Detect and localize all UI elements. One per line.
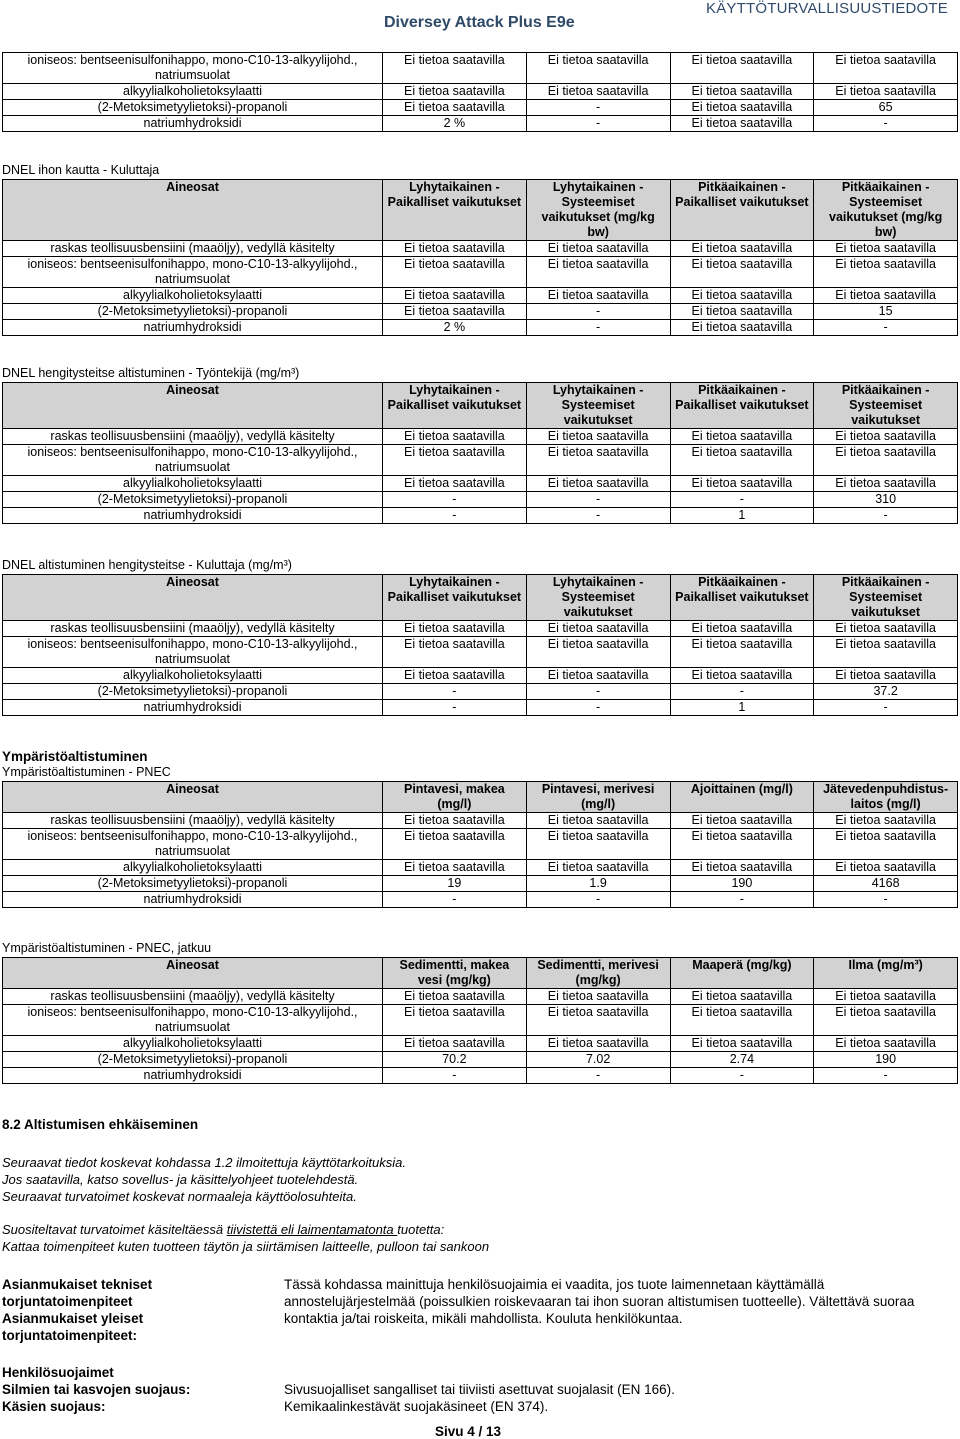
column-header: Ajoittainen (mg/l) xyxy=(670,782,814,813)
cell-value: Ei tietoa saatavilla xyxy=(383,860,527,876)
table-row xyxy=(3,668,958,684)
substance-name: natriumhydroksidi xyxy=(3,116,383,132)
table-row xyxy=(3,876,958,892)
cell-value: 2 % xyxy=(383,116,527,132)
cell-value: 190 xyxy=(670,876,814,892)
hand-protection-text: Kemikaalinkestävät suojakäsineet (EN 374). xyxy=(284,1399,549,1414)
cell-value: - xyxy=(670,492,814,508)
table-row xyxy=(3,684,958,700)
note-line: Jos saatavilla, katso sovellus- ja käsittelyohjeet tuotelehdestä. xyxy=(2,1172,359,1187)
dnel-inhalation-worker-label: DNEL hengitysteitse altistuminen - Työntekijä (mg/m³) xyxy=(2,366,300,380)
cell-value: - xyxy=(526,684,670,700)
cell-value: Ei tietoa saatavilla xyxy=(383,304,527,320)
technical-controls-text: Tässä kohdassa mainittuja henkilösuojaimia ei vaadita, jos tuote laimennetaan käyttämällä annostelujärjestelmää (poissulkien roiskevaaran tai ihon suoran altistumisen tuotteelle). Vältettävä suoraa kontaktia ja/tai roiskeita, mikäli mahdollista. Kouluta henkilökuntaa. xyxy=(284,1277,915,1326)
cell-value: Ei tietoa saatavilla xyxy=(814,621,958,637)
cell-value: Ei tietoa saatavilla xyxy=(383,637,527,668)
page-header xyxy=(0,0,960,38)
page-number: Sivu 4 / 13 xyxy=(435,1424,502,1439)
recommendation-line-2: Kattaa toimenpiteet kuten tuotteen täytön ja siirtämisen laitteelle, pulloon tai sankoon xyxy=(2,1239,490,1254)
cell-value: 37.2 xyxy=(814,684,958,700)
cell-value: Ei tietoa saatavilla xyxy=(814,476,958,492)
dnel-skin-consumer-table xyxy=(2,179,958,336)
cell-value: 1 xyxy=(670,700,814,716)
cell-value: Ei tietoa saatavilla xyxy=(814,429,958,445)
column-header: Pitkäaikainen - Paikalliset vaikutukset xyxy=(670,575,814,621)
substance-name: natriumhydroksidi xyxy=(3,320,383,336)
cell-value: 70.2 xyxy=(383,1052,527,1068)
column-header-component: Aineosat xyxy=(3,958,383,989)
cell-value: 2.74 xyxy=(670,1052,814,1068)
column-header: Lyhytaikainen - Systeemiset vaikutukset (mg/kg bw) xyxy=(526,180,670,241)
cell-value: Ei tietoa saatavilla xyxy=(526,84,670,100)
cell-value: - xyxy=(383,492,527,508)
cell-value: - xyxy=(526,508,670,524)
cell-value: Ei tietoa saatavilla xyxy=(670,320,814,336)
note-line: Seuraavat tiedot koskevat kohdassa 1.2 ilmoitettuja käyttötarkoituksia. xyxy=(2,1155,406,1170)
cell-value: 1 xyxy=(670,508,814,524)
cell-value: Ei tietoa saatavilla xyxy=(383,813,527,829)
column-header-component: Aineosat xyxy=(3,575,383,621)
substance-name: ioniseos: bentseenisulfonihappo, mono-C10-13-alkyylijohd., natriumsuolat xyxy=(3,637,383,668)
table-row xyxy=(3,813,958,829)
cell-value: Ei tietoa saatavilla xyxy=(670,829,814,860)
cell-value: Ei tietoa saatavilla xyxy=(383,621,527,637)
column-header: Pintavesi, makea (mg/l) xyxy=(383,782,527,813)
substance-name: ioniseos: bentseenisulfonihappo, mono-C10-13-alkyylijohd., natriumsuolat xyxy=(3,1005,383,1036)
cell-value: Ei tietoa saatavilla xyxy=(526,241,670,257)
hand-protection-label: Käsien suojaus: xyxy=(2,1399,106,1414)
substance-name: alkyylialkoholietoksylaatti xyxy=(3,476,383,492)
substance-name: alkyylialkoholietoksylaatti xyxy=(3,860,383,876)
cell-value: 15 xyxy=(814,304,958,320)
cell-value: 1.9 xyxy=(526,876,670,892)
cell-value: - xyxy=(526,1068,670,1084)
column-header: Lyhytaikainen - Systeemiset vaikutukset xyxy=(526,383,670,429)
column-header: Lyhytaikainen - Paikalliset vaikutukset xyxy=(383,383,527,429)
substance-name: ioniseos: bentseenisulfonihappo, mono-C10-13-alkyylijohd., natriumsuolat xyxy=(3,829,383,860)
table-row xyxy=(3,829,958,860)
cell-value: Ei tietoa saatavilla xyxy=(670,1005,814,1036)
table-row xyxy=(3,989,958,1005)
substance-name: raskas teollisuusbensiini (maaöljy), vedyllä käsitelty xyxy=(3,813,383,829)
table-row xyxy=(3,288,958,304)
dnel-inhalation-worker-table xyxy=(2,382,958,524)
cell-value: Ei tietoa saatavilla xyxy=(814,288,958,304)
substance-name: (2-Metoksimetyylietoksi)-propanoli xyxy=(3,1052,383,1068)
cell-value: Ei tietoa saatavilla xyxy=(526,989,670,1005)
cell-value: Ei tietoa saatavilla xyxy=(814,84,958,100)
column-header: Lyhytaikainen - Paikalliset vaikutukset xyxy=(383,180,527,241)
substance-name: ioniseos: bentseenisulfonihappo, mono-C10-13-alkyylijohd., natriumsuolat xyxy=(3,257,383,288)
cell-value: 7.02 xyxy=(526,1052,670,1068)
cell-value: Ei tietoa saatavilla xyxy=(383,989,527,1005)
cell-value: Ei tietoa saatavilla xyxy=(526,637,670,668)
table-row xyxy=(3,100,958,116)
substance-name: natriumhydroksidi xyxy=(3,892,383,908)
cell-value: Ei tietoa saatavilla xyxy=(526,429,670,445)
column-header: Pitkäaikainen - Paikalliset vaikutukset xyxy=(670,180,814,241)
table-row xyxy=(3,241,958,257)
column-header-component: Aineosat xyxy=(3,782,383,813)
table-row xyxy=(3,320,958,336)
substance-name: raskas teollisuusbensiini (maaöljy), vedyllä käsitelty xyxy=(3,241,383,257)
cell-value: Ei tietoa saatavilla xyxy=(670,668,814,684)
cell-value: - xyxy=(814,508,958,524)
cell-value: Ei tietoa saatavilla xyxy=(670,53,814,84)
table-row xyxy=(3,116,958,132)
cell-value: - xyxy=(814,1068,958,1084)
cell-value: Ei tietoa saatavilla xyxy=(383,668,527,684)
technical-controls-label: Asianmukaiset tekniset torjuntatoimenpiteet Asianmukaiset yleiset torjuntatoimenpiteet: xyxy=(2,1277,153,1343)
pnec-continued-table xyxy=(2,957,958,1084)
pnec-continued-label: Ympäristöaltistuminen - PNEC, jatkuu xyxy=(2,941,212,955)
cell-value: 19 xyxy=(383,876,527,892)
cell-value: 2 % xyxy=(383,320,527,336)
cell-value: Ei tietoa saatavilla xyxy=(526,621,670,637)
cell-value: - xyxy=(814,892,958,908)
cell-value: Ei tietoa saatavilla xyxy=(526,445,670,476)
eye-protection-text: Sivusuojalliset sangalliset tai tiiviisti asettuvat suojalasit (EN 166). xyxy=(284,1382,675,1397)
cell-value: Ei tietoa saatavilla xyxy=(670,84,814,100)
cell-value: - xyxy=(526,892,670,908)
cell-value: - xyxy=(670,1068,814,1084)
cell-value: Ei tietoa saatavilla xyxy=(670,1036,814,1052)
cell-value: Ei tietoa saatavilla xyxy=(670,257,814,288)
cell-value: Ei tietoa saatavilla xyxy=(383,100,527,116)
column-header: Jätevedenpuhdistus-laitos (mg/l) xyxy=(814,782,958,813)
table-row xyxy=(3,637,958,668)
column-header: Maaperä (mg/kg) xyxy=(670,958,814,989)
table-row xyxy=(3,508,958,524)
table-row xyxy=(3,492,958,508)
eye-protection-label: Silmien tai kasvojen suojaus: xyxy=(2,1382,191,1397)
cell-value: - xyxy=(526,116,670,132)
cell-value: Ei tietoa saatavilla xyxy=(526,668,670,684)
cell-value: - xyxy=(814,116,958,132)
dnel-skin-consumer-label: DNEL ihon kautta - Kuluttaja xyxy=(2,163,160,177)
substance-name: raskas teollisuusbensiini (maaöljy), vedyllä käsitelty xyxy=(3,621,383,637)
cell-value: Ei tietoa saatavilla xyxy=(383,829,527,860)
cell-value: Ei tietoa saatavilla xyxy=(383,257,527,288)
substance-name: (2-Metoksimetyylietoksi)-propanoli xyxy=(3,876,383,892)
cell-value: 310 xyxy=(814,492,958,508)
substance-name: natriumhydroksidi xyxy=(3,700,383,716)
cell-value: Ei tietoa saatavilla xyxy=(670,989,814,1005)
document-type: KÄYTTÖTURVALLISUUSTIEDOTE xyxy=(706,0,948,17)
cell-value: Ei tietoa saatavilla xyxy=(526,813,670,829)
column-header: Pitkäaikainen - Systeemiset vaikutukset (mg/kg bw) xyxy=(814,180,958,241)
substance-name: alkyylialkoholietoksylaatti xyxy=(3,1036,383,1052)
column-header: Sedimentti, makea vesi (mg/kg) xyxy=(383,958,527,989)
substance-name: (2-Metoksimetyylietoksi)-propanoli xyxy=(3,684,383,700)
cell-value: Ei tietoa saatavilla xyxy=(670,621,814,637)
substance-name: (2-Metoksimetyylietoksi)-propanoli xyxy=(3,100,383,116)
table-row xyxy=(3,476,958,492)
cell-value: Ei tietoa saatavilla xyxy=(814,257,958,288)
table-row xyxy=(3,445,958,476)
section-8-2-title: 8.2 Altistumisen ehkäiseminen xyxy=(2,1117,199,1132)
cell-value: - xyxy=(526,700,670,716)
cell-value: - xyxy=(670,892,814,908)
cell-value: Ei tietoa saatavilla xyxy=(814,445,958,476)
substance-name: ioniseos: bentseenisulfonihappo, mono-C10-13-alkyylijohd., natriumsuolat xyxy=(3,53,383,84)
table-row xyxy=(3,304,958,320)
cell-value: Ei tietoa saatavilla xyxy=(383,1005,527,1036)
cell-value: Ei tietoa saatavilla xyxy=(526,476,670,492)
table-row xyxy=(3,1052,958,1068)
cell-value: Ei tietoa saatavilla xyxy=(670,860,814,876)
substance-name: alkyylialkoholietoksylaatti xyxy=(3,84,383,100)
cell-value: - xyxy=(383,892,527,908)
cell-value: Ei tietoa saatavilla xyxy=(670,304,814,320)
cell-value: - xyxy=(526,320,670,336)
cell-value: Ei tietoa saatavilla xyxy=(526,53,670,84)
cell-value: - xyxy=(526,492,670,508)
cell-value: - xyxy=(814,700,958,716)
dnel-continued-table xyxy=(2,52,958,132)
cell-value: Ei tietoa saatavilla xyxy=(670,116,814,132)
cell-value: Ei tietoa saatavilla xyxy=(670,476,814,492)
dnel-inhalation-consumer-table xyxy=(2,574,958,716)
cell-value: - xyxy=(670,684,814,700)
dnel-inhalation-consumer-label: DNEL altistuminen hengitysteitse - Kuluttaja (mg/m³) xyxy=(2,558,292,572)
table-row xyxy=(3,1036,958,1052)
cell-value: Ei tietoa saatavilla xyxy=(814,860,958,876)
cell-value: - xyxy=(526,100,670,116)
cell-value: Ei tietoa saatavilla xyxy=(814,813,958,829)
substance-name: (2-Metoksimetyylietoksi)-propanoli xyxy=(3,492,383,508)
cell-value: Ei tietoa saatavilla xyxy=(670,288,814,304)
cell-value: Ei tietoa saatavilla xyxy=(383,429,527,445)
cell-value: Ei tietoa saatavilla xyxy=(526,288,670,304)
substance-name: (2-Metoksimetyylietoksi)-propanoli xyxy=(3,304,383,320)
cell-value: Ei tietoa saatavilla xyxy=(670,445,814,476)
pnec-label: Ympäristöaltistuminen - PNEC xyxy=(2,765,171,779)
cell-value: Ei tietoa saatavilla xyxy=(670,241,814,257)
cell-value: Ei tietoa saatavilla xyxy=(383,476,527,492)
cell-value: - xyxy=(814,320,958,336)
cell-value: 4168 xyxy=(814,876,958,892)
cell-value: Ei tietoa saatavilla xyxy=(814,989,958,1005)
column-header-component: Aineosat xyxy=(3,180,383,241)
column-header-component: Aineosat xyxy=(3,383,383,429)
recommendation-line: Suositeltavat turvatoimet käsiteltäessä tiivistettä eli laimentamatonta tuotetta: xyxy=(2,1222,445,1237)
cell-value: - xyxy=(383,1068,527,1084)
cell-value: Ei tietoa saatavilla xyxy=(383,241,527,257)
cell-value: 190 xyxy=(814,1052,958,1068)
table-row xyxy=(3,1005,958,1036)
cell-value: Ei tietoa saatavilla xyxy=(383,288,527,304)
cell-value: Ei tietoa saatavilla xyxy=(526,257,670,288)
table-row xyxy=(3,892,958,908)
cell-value: Ei tietoa saatavilla xyxy=(814,53,958,84)
ppe-label: Henkilösuojaimet xyxy=(2,1365,114,1380)
cell-value: Ei tietoa saatavilla xyxy=(526,860,670,876)
substance-name: ioniseos: bentseenisulfonihappo, mono-C10-13-alkyylijohd., natriumsuolat xyxy=(3,445,383,476)
cell-value: - xyxy=(383,508,527,524)
substance-name: natriumhydroksidi xyxy=(3,1068,383,1084)
column-header: Sedimentti, merivesi (mg/kg) xyxy=(526,958,670,989)
substance-name: natriumhydroksidi xyxy=(3,508,383,524)
column-header: Lyhytaikainen - Paikalliset vaikutukset xyxy=(383,575,527,621)
column-header: Pitkäaikainen - Systeemiset vaikutukset xyxy=(814,383,958,429)
cell-value: Ei tietoa saatavilla xyxy=(526,829,670,860)
cell-value: Ei tietoa saatavilla xyxy=(814,668,958,684)
cell-value: Ei tietoa saatavilla xyxy=(670,813,814,829)
cell-value: Ei tietoa saatavilla xyxy=(383,1036,527,1052)
table-row xyxy=(3,429,958,445)
cell-value: Ei tietoa saatavilla xyxy=(814,1005,958,1036)
cell-value: Ei tietoa saatavilla xyxy=(814,637,958,668)
note-line: Seuraavat turvatoimet koskevat normaaleja käyttöolosuhteita. xyxy=(2,1189,357,1204)
cell-value: Ei tietoa saatavilla xyxy=(814,241,958,257)
substance-name: alkyylialkoholietoksylaatti xyxy=(3,668,383,684)
cell-value: Ei tietoa saatavilla xyxy=(670,637,814,668)
table-row xyxy=(3,700,958,716)
cell-value: - xyxy=(383,684,527,700)
environment-title: Ympäristöaltistuminen xyxy=(2,749,148,764)
cell-value: - xyxy=(383,700,527,716)
column-header: Pitkäaikainen - Paikalliset vaikutukset xyxy=(670,383,814,429)
substance-name: raskas teollisuusbensiini (maaöljy), vedyllä käsitelty xyxy=(3,429,383,445)
pnec-table xyxy=(2,781,958,908)
cell-value: Ei tietoa saatavilla xyxy=(670,100,814,116)
column-header: Ilma (mg/m³) xyxy=(814,958,958,989)
table-row xyxy=(3,860,958,876)
cell-value: Ei tietoa saatavilla xyxy=(814,829,958,860)
cell-value: Ei tietoa saatavilla xyxy=(383,445,527,476)
cell-value: Ei tietoa saatavilla xyxy=(670,429,814,445)
column-header: Pintavesi, merivesi (mg/l) xyxy=(526,782,670,813)
substance-name: alkyylialkoholietoksylaatti xyxy=(3,288,383,304)
cell-value: Ei tietoa saatavilla xyxy=(526,1036,670,1052)
product-name: Diversey Attack Plus E9e xyxy=(384,14,575,31)
column-header: Pitkäaikainen - Systeemiset vaikutukset xyxy=(814,575,958,621)
cell-value: Ei tietoa saatavilla xyxy=(526,1005,670,1036)
table-row xyxy=(3,53,958,84)
table-row xyxy=(3,257,958,288)
cell-value: Ei tietoa saatavilla xyxy=(383,84,527,100)
table-row xyxy=(3,621,958,637)
substance-name: raskas teollisuusbensiini (maaöljy), vedyllä käsitelty xyxy=(3,989,383,1005)
table-row xyxy=(3,1068,958,1084)
cell-value: Ei tietoa saatavilla xyxy=(814,1036,958,1052)
cell-value: Ei tietoa saatavilla xyxy=(383,53,527,84)
table-row xyxy=(3,84,958,100)
column-header: Lyhytaikainen - Systeemiset vaikutukset xyxy=(526,575,670,621)
cell-value: - xyxy=(526,304,670,320)
cell-value: 65 xyxy=(814,100,958,116)
